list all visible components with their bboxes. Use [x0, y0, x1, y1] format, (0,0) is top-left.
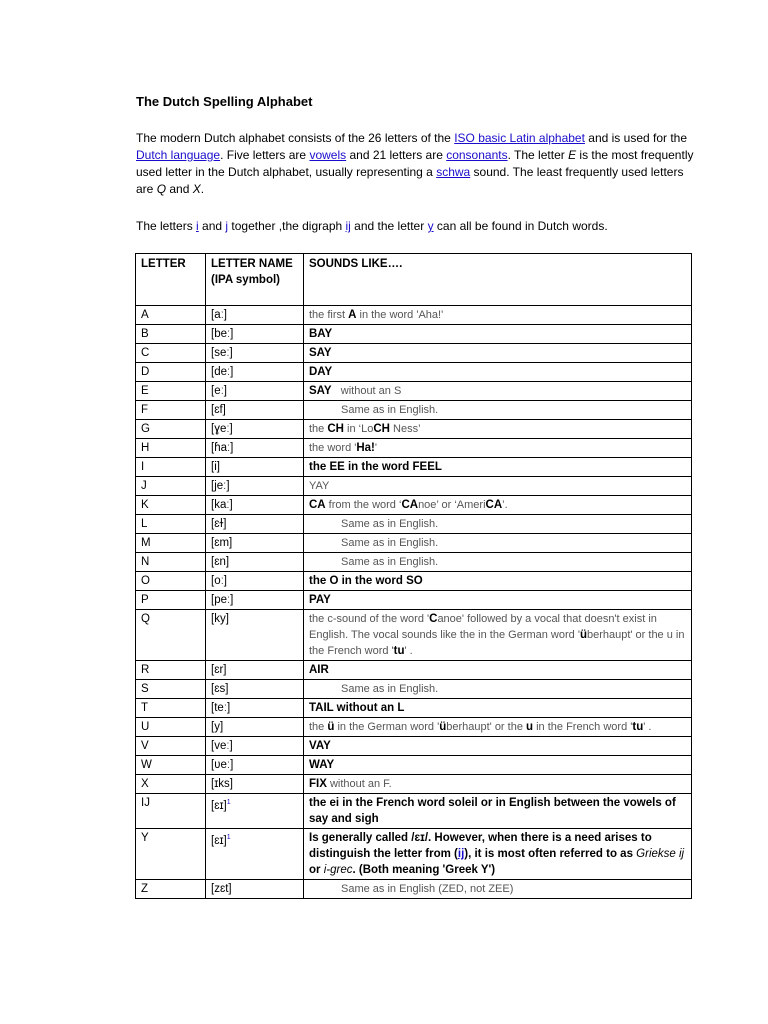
table-row [136, 718, 692, 737]
sound-text: berhaupt' or the [446, 721, 527, 733]
table-row [136, 439, 692, 458]
intro-text: and 21 letters are [346, 148, 447, 162]
sound-cell [304, 829, 692, 880]
letter-e-italic: E [568, 148, 577, 162]
header-letter: LETTER [136, 254, 206, 306]
sound-cell [304, 382, 692, 401]
letter-cell: Y [136, 829, 206, 880]
letters-text: can all be found in Dutch words. [433, 219, 608, 233]
table-row [136, 591, 692, 610]
letter-cell: M [136, 534, 206, 553]
table-row [136, 572, 692, 591]
intro-text: and is used for the [584, 131, 688, 145]
sound-text: from the word ‘ [325, 499, 402, 511]
ipa-cell: [oː] [206, 572, 304, 591]
iso-basic-latin-alphabet-link[interactable]: ISO basic Latin alphabet [454, 131, 585, 145]
sound-text: Same as in English. [341, 683, 439, 695]
table-row [136, 344, 692, 363]
sound-cell: WAY [304, 756, 692, 775]
sound-emphasis: FIX [309, 778, 327, 790]
ipa-cell [206, 794, 304, 829]
sound-cell: the EE in the word FEEL [304, 458, 692, 477]
table-row [136, 661, 692, 680]
letter-cell: A [136, 306, 206, 325]
letter-cell: O [136, 572, 206, 591]
ipa-cell: [ɛm] [206, 534, 304, 553]
ipa-cell: [jeː] [206, 477, 304, 496]
table-row [136, 610, 692, 661]
table-row [136, 496, 692, 515]
letter-cell: C [136, 344, 206, 363]
letter-cell: V [136, 737, 206, 756]
header-letter-name: LETTER NAME (IPA symbol) [206, 254, 304, 306]
ipa-cell: [ɛf] [206, 401, 304, 420]
letter-cell: F [136, 401, 206, 420]
ipa-text: [ɛɪ] [211, 799, 227, 812]
sound-cell: AIR [304, 661, 692, 680]
intro-text: sound. The least frequently used letters are [136, 165, 684, 196]
sound-emphasis: tu [393, 645, 405, 657]
sound-emphasis: A [348, 309, 357, 321]
ipa-text: [ɛɪ] [211, 834, 227, 847]
sound-text: ), it is most often referred to as [464, 848, 637, 860]
ipa-cell: [deː] [206, 363, 304, 382]
sound-cell: DAY [304, 363, 692, 382]
consonants-link[interactable]: consonants [446, 148, 508, 162]
sound-cell: BAY [304, 325, 692, 344]
letter-cell: Q [136, 610, 206, 661]
intro-text: is the most frequently used letter in the Dutch alphabet, usually representing a [136, 148, 694, 179]
letter-q-italic: Q [156, 182, 167, 196]
sound-emphasis: CH [327, 423, 344, 435]
table-header-row [136, 254, 692, 306]
sound-emphasis: Ha! [356, 442, 375, 454]
ipa-cell: [seː] [206, 344, 304, 363]
table-row [136, 699, 692, 718]
sound-text: in ‘Lo [343, 423, 374, 435]
ipa-cell: [ɛn] [206, 553, 304, 572]
letter-cell: N [136, 553, 206, 572]
sound-text: without an F. [326, 778, 392, 790]
sound-cell: VAY [304, 737, 692, 756]
sound-text: or [309, 864, 324, 876]
intro-text: . The letter [507, 148, 569, 162]
letter-cell: I [136, 458, 206, 477]
letter-cell: X [136, 775, 206, 794]
sound-cell [304, 401, 692, 420]
header-sounds-like: SOUNDS LIKE…. [304, 254, 692, 306]
sound-cell: PAY [304, 591, 692, 610]
ipa-cell: [ɪks] [206, 775, 304, 794]
letters-paragraph [136, 218, 696, 235]
sound-text: . (Both meaning 'Greek Y') [352, 864, 496, 876]
sound-text: Same as in English. [341, 556, 439, 568]
ipa-cell: [ɦaː] [206, 439, 304, 458]
letters-text: together ,the digraph [228, 219, 346, 233]
j-link[interactable]: j [225, 219, 229, 233]
table-row [136, 306, 692, 325]
vowels-link[interactable]: vowels [309, 148, 347, 162]
sound-text: Same as in English. [341, 404, 439, 416]
sound-text: the [309, 423, 328, 435]
sound-text: in the French word ' [533, 721, 633, 733]
sound-cell [304, 420, 692, 439]
page-title: The Dutch Spelling Alphabet [136, 94, 313, 109]
table-row [136, 756, 692, 775]
alphabet-table [135, 253, 692, 899]
letter-x-italic: X [192, 182, 201, 196]
table-row [136, 534, 692, 553]
letter-cell: H [136, 439, 206, 458]
sound-emphasis: C [429, 613, 438, 625]
sound-cell [304, 306, 692, 325]
sound-cell: the O in the word SO [304, 572, 692, 591]
letters-text: and [198, 219, 226, 233]
letter-cell: R [136, 661, 206, 680]
sound-cell [304, 515, 692, 534]
sound-text: the word ' [309, 442, 357, 454]
letter-cell: L [136, 515, 206, 534]
ipa-cell: [ɛɫ] [206, 515, 304, 534]
intro-text: . [200, 182, 205, 196]
sound-cell [304, 496, 692, 515]
sound-text: berhaupt' or the u in the French word ' [309, 629, 685, 657]
intro-text: and [166, 182, 193, 196]
sound-emphasis: CH [373, 423, 390, 435]
sound-emphasis: tu [632, 721, 644, 733]
sound-text: in the German word ' [334, 721, 440, 733]
table-row [136, 458, 692, 477]
sound-cell [304, 534, 692, 553]
ipa-cell: [y] [206, 718, 304, 737]
letter-cell: J [136, 477, 206, 496]
table-row [136, 829, 692, 880]
ij-link[interactable]: ij [345, 219, 351, 233]
ipa-cell [206, 829, 304, 880]
letter-cell: D [136, 363, 206, 382]
sound-text: Same as in English. [341, 537, 439, 549]
ipa-cell: [beː] [206, 325, 304, 344]
sound-text: ' . [404, 645, 413, 657]
footnote-marker[interactable]: 1 [226, 799, 231, 806]
letter-cell: E [136, 382, 206, 401]
sound-text: the first [309, 309, 349, 321]
i-link[interactable]: i [196, 219, 199, 233]
sound-emphasis: ü [327, 721, 335, 733]
sound-text: Is generally called /ɛɪ/. However, when there is a need arises to distinguish the letter from ( [309, 832, 652, 860]
letter-cell: U [136, 718, 206, 737]
sound-text: Same as in English. [341, 518, 439, 530]
sound-text: in the word 'Aha!' [356, 309, 444, 321]
letter-cell: W [136, 756, 206, 775]
sound-text: ' . [643, 721, 652, 733]
ipa-cell: [peː] [206, 591, 304, 610]
letters-text: and the letter [350, 219, 428, 233]
sound-cell: SAY [304, 344, 692, 363]
ipa-cell: [eː] [206, 382, 304, 401]
sound-italic: Griekse ij [636, 848, 685, 860]
table-row [136, 880, 692, 899]
sound-cell [304, 680, 692, 699]
table-row [136, 325, 692, 344]
sound-emphasis: ü [439, 721, 447, 733]
sound-cell [304, 610, 692, 661]
table-row [136, 382, 692, 401]
sound-text: without an S [331, 385, 402, 397]
intro-paragraph [136, 130, 696, 198]
sound-cell [304, 718, 692, 737]
sound-emphasis: u [526, 721, 534, 733]
ipa-cell: [ɣeː] [206, 420, 304, 439]
ipa-cell: [ky] [206, 610, 304, 661]
sound-text: YAY [309, 480, 330, 492]
table-row [136, 775, 692, 794]
letter-cell: IJ [136, 794, 206, 829]
sound-emphasis: CA [485, 499, 503, 511]
ipa-cell: [veː] [206, 737, 304, 756]
letter-cell: G [136, 420, 206, 439]
table-row [136, 477, 692, 496]
ipa-cell: [ʋeː] [206, 756, 304, 775]
table-row [136, 553, 692, 572]
sound-italic: i-grec [323, 864, 353, 876]
ipa-cell: [kaː] [206, 496, 304, 515]
sound-emphasis: CA [309, 499, 326, 511]
ij-link[interactable]: ij [457, 848, 465, 860]
footnote-marker[interactable]: 1 [226, 834, 231, 841]
letter-cell: Z [136, 880, 206, 899]
intro-text: The modern Dutch alphabet consists of the 26 letters of the [136, 131, 455, 145]
sound-text: ' [374, 442, 377, 454]
sound-emphasis: SAY [309, 385, 332, 397]
sound-cell [304, 553, 692, 572]
table-row [136, 737, 692, 756]
ipa-cell: [zɛt] [206, 880, 304, 899]
letter-cell: B [136, 325, 206, 344]
table-row [136, 420, 692, 439]
table-header [136, 254, 692, 306]
sound-text: the [309, 721, 328, 733]
letter-cell: T [136, 699, 206, 718]
letter-cell: S [136, 680, 206, 699]
sound-cell: the ei in the French word soleil or in English between the vowels of say and sigh [304, 794, 692, 829]
table-row [136, 401, 692, 420]
schwa-link[interactable]: schwa [436, 165, 471, 179]
ipa-cell: [ɛr] [206, 661, 304, 680]
sound-text: Ness’ [389, 423, 421, 435]
intro-text: . Five letters are [220, 148, 310, 162]
sound-emphasis: ü [579, 629, 587, 641]
sound-cell: TAIL without an L [304, 699, 692, 718]
sound-cell [304, 439, 692, 458]
sound-text: the c-sound of the word ' [309, 613, 430, 625]
ipa-cell: [aː] [206, 306, 304, 325]
ipa-cell: [teː] [206, 699, 304, 718]
letter-cell: K [136, 496, 206, 515]
sound-text: ’. [502, 499, 508, 511]
sound-text: Same as in English (ZED, not ZEE) [341, 883, 514, 895]
table-row [136, 363, 692, 382]
table-row [136, 794, 692, 829]
table-row [136, 680, 692, 699]
sound-cell [304, 477, 692, 496]
sound-cell [304, 880, 692, 899]
sound-cell [304, 775, 692, 794]
ipa-cell: [ɛs] [206, 680, 304, 699]
y-link[interactable]: y [427, 219, 434, 233]
dutch-language-link[interactable]: Dutch language [136, 148, 221, 162]
letters-text: The letters [136, 219, 197, 233]
letter-cell: P [136, 591, 206, 610]
ipa-cell: [i] [206, 458, 304, 477]
table-row [136, 515, 692, 534]
sound-text: noe’ or ‘Ameri [418, 499, 486, 511]
sound-text: anoe' followed by a vocal that doesn't exist in English. The vocal sounds like the in the German word ' [309, 613, 657, 641]
sound-emphasis: CA [401, 499, 419, 511]
